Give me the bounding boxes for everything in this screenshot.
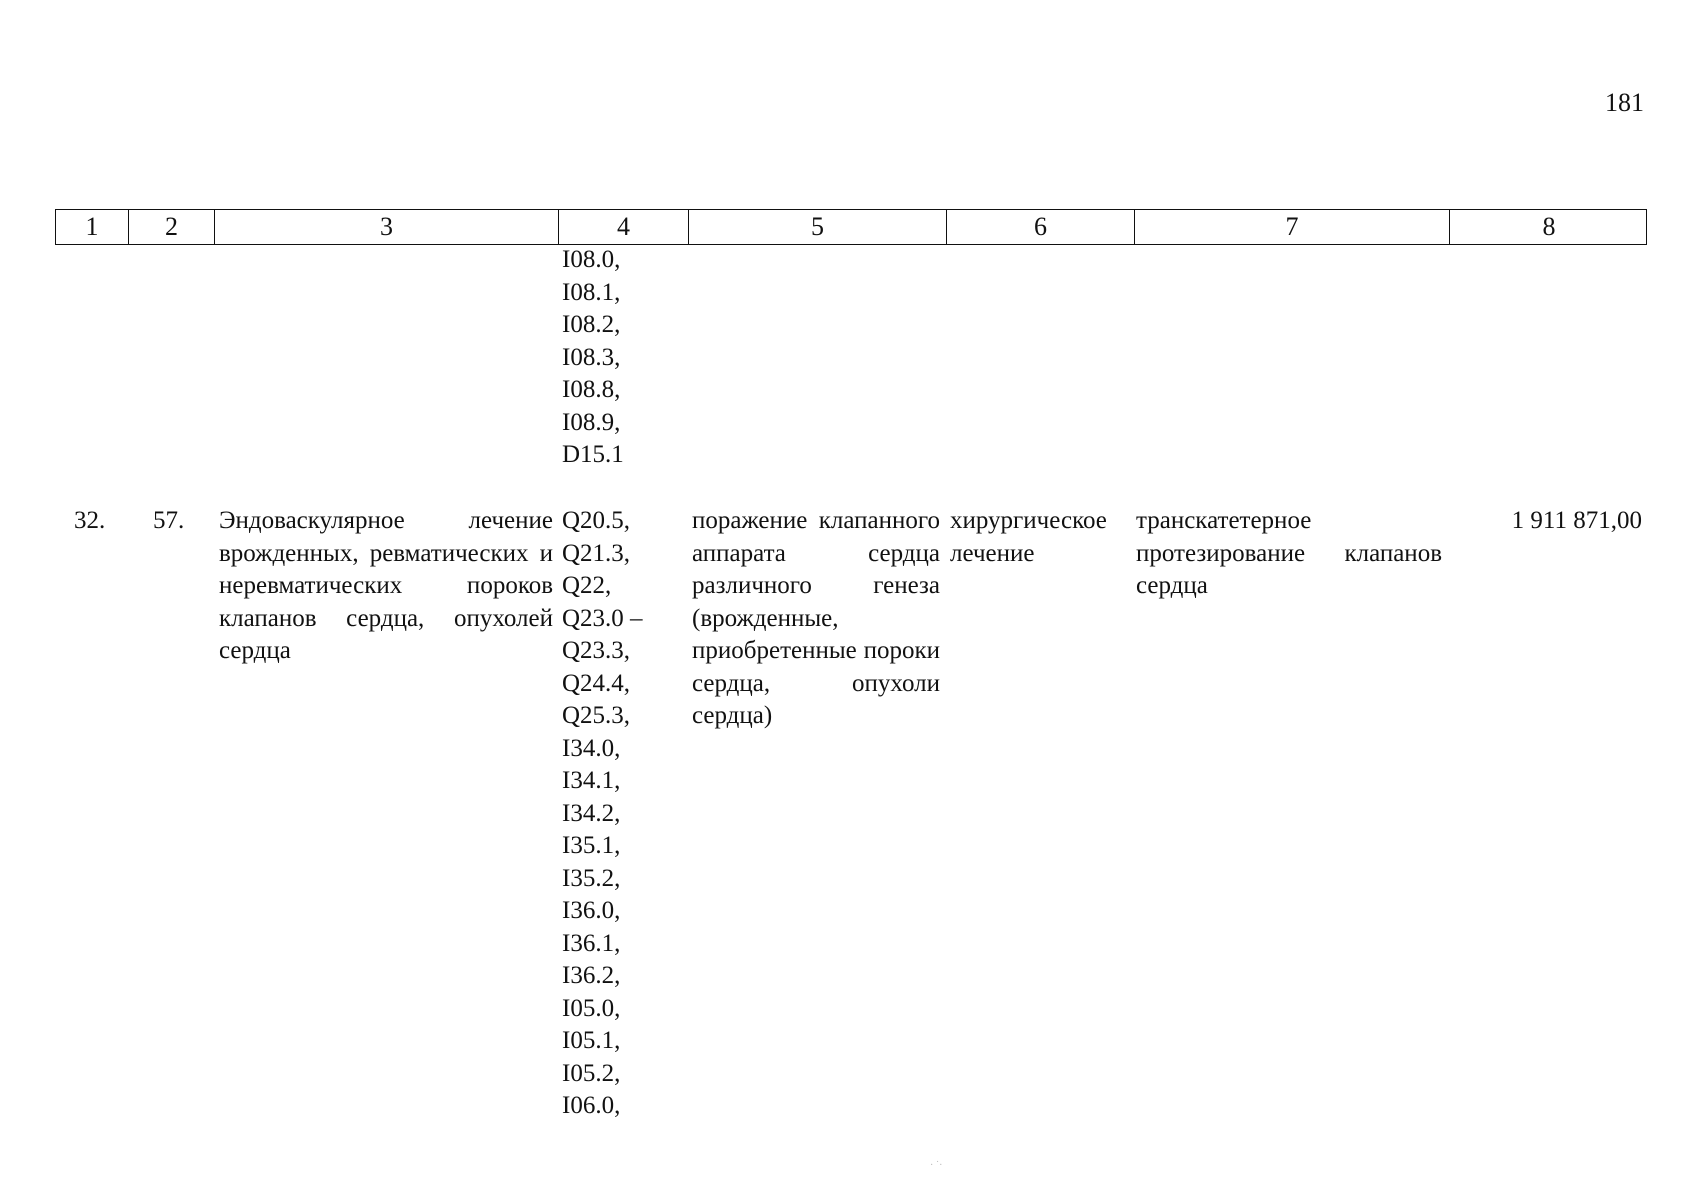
procedure-number: 57. xyxy=(153,507,185,534)
treatment-category: хирургическое лечение xyxy=(950,507,1107,567)
table-header-row xyxy=(55,209,1647,245)
icd-codes xyxy=(562,505,643,1123)
icd-code: I34.2, xyxy=(562,799,621,827)
icd-code: I08.2, xyxy=(562,311,621,338)
icd-code: I08.8, xyxy=(562,376,621,403)
icd-code: Q23.0 – xyxy=(562,604,643,632)
icd-code: D15.1 xyxy=(562,441,624,468)
icd-code: Q21.3, xyxy=(562,539,631,567)
header-cell-2: 2 xyxy=(128,210,214,244)
icd-code: I34.0, xyxy=(562,734,621,762)
icd-code: I08.9, xyxy=(562,408,621,436)
treatment-type: Эндоваскулярное лечение врожденных, ревматических и неревматических пороков клапанов сердца, опухолей сердца xyxy=(219,507,553,664)
header-cell-8: 8 xyxy=(1449,210,1648,244)
patient-model: поражение клапанного аппарата сердца различного генеза (врожденные, приобретенные пороки сердца, опухоли сердца) xyxy=(692,507,940,729)
standard-cost: 1 911 871,00 xyxy=(1511,507,1642,534)
scan-artifact: · ˙· xyxy=(930,1160,943,1171)
icd-code: I35.1, xyxy=(562,832,621,859)
continuation-codes xyxy=(562,244,624,472)
header-cell-4: 4 xyxy=(558,210,688,244)
icd-code: I08.0, xyxy=(562,246,621,273)
icd-code: I06.0, xyxy=(562,1092,621,1119)
icd-code: I36.0, xyxy=(562,897,621,924)
row-number: 32. xyxy=(74,507,106,534)
icd-code: I05.0, xyxy=(562,994,621,1022)
icd-code: Q24.4, xyxy=(562,669,631,697)
icd-code: Q20.5, xyxy=(562,507,631,534)
page-number: 181 xyxy=(1605,88,1644,117)
icd-code: I35.2, xyxy=(562,864,621,892)
icd-code: I08.1, xyxy=(562,278,621,306)
icd-code: I36.1, xyxy=(562,929,621,957)
icd-code: Q25.3, xyxy=(562,702,631,729)
header-cell-3: 3 xyxy=(214,210,558,244)
header-cell-6: 6 xyxy=(946,210,1134,244)
icd-code: I05.1, xyxy=(562,1027,621,1054)
header-cell-5: 5 xyxy=(688,210,946,244)
icd-code: I36.2, xyxy=(562,962,621,989)
header-cell-1: 1 xyxy=(85,212,99,241)
header-cell-7: 7 xyxy=(1134,210,1449,244)
treatment-method: транскатетерное протезирование клапанов сердца xyxy=(1136,507,1442,599)
icd-code: Q23.3, xyxy=(562,637,631,664)
icd-code: Q22, xyxy=(562,572,612,599)
icd-code: I08.3, xyxy=(562,343,621,371)
icd-code: I34.1, xyxy=(562,767,621,794)
icd-code: I05.2, xyxy=(562,1059,621,1087)
